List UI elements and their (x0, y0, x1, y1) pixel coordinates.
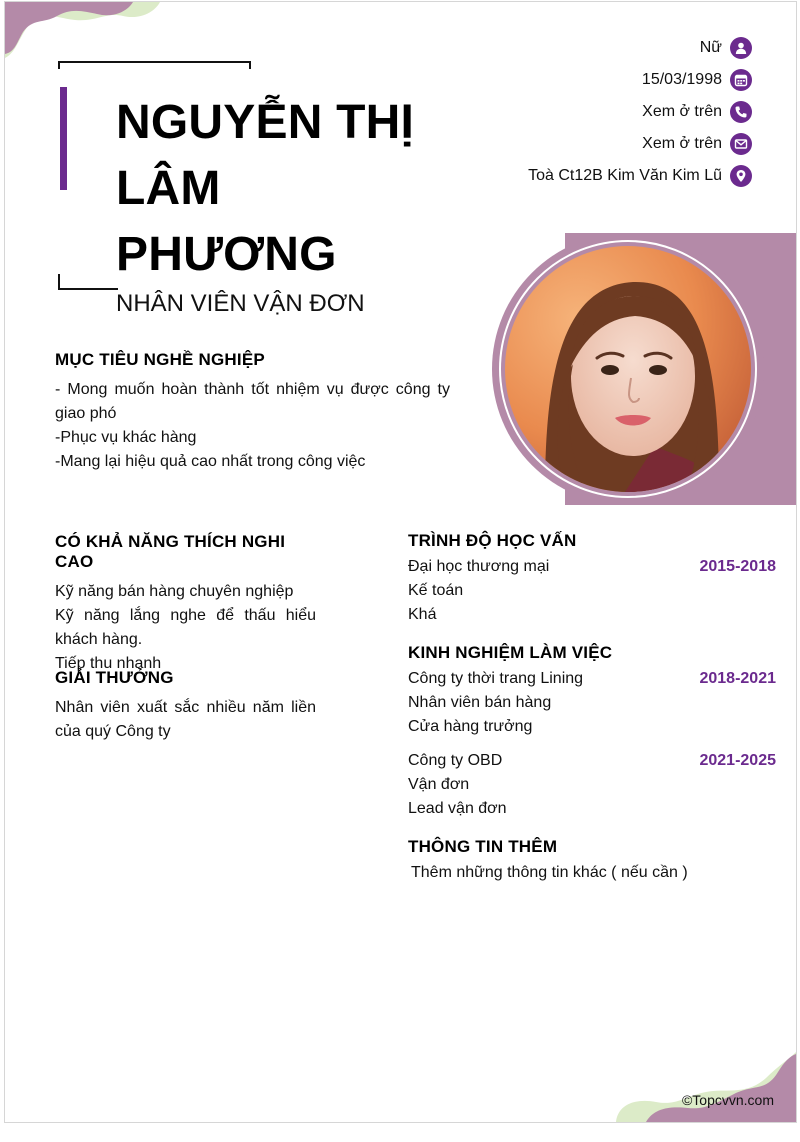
objective-line-1: - Mong muốn hoàn thành tốt nhiệm vụ được công ty giao phó (55, 381, 450, 422)
mail-icon (730, 133, 752, 155)
contact-address-text: Toà Ct12B Kim Văn Kim Lũ (528, 167, 722, 184)
decor-blob-bottom-right (606, 1052, 796, 1122)
section-skills (55, 532, 316, 676)
experience-job-2-years: 2021-2025 (699, 752, 776, 769)
section-experience (408, 643, 776, 821)
contact-dob-text: 15/03/1998 (641, 71, 722, 88)
experience-job-2-company: Công ty OBD (408, 752, 503, 769)
education-school: Đại học thương mại (408, 558, 550, 575)
name-accent-bar (60, 87, 67, 190)
objective-line-2: -Phục vụ khác hàng (55, 429, 197, 446)
experience-job-2-line-2: Lead vận đơn (408, 800, 507, 817)
education-grade: Khá (408, 606, 437, 623)
awards-text: Nhân viên xuất sắc nhiều năm liền của quý Công ty (55, 699, 316, 740)
education-major: Kế toán (408, 582, 464, 599)
contact-email-text: Xem ở trên (642, 135, 722, 152)
extra-title: THÔNG TIN THÊM (408, 837, 558, 856)
extra-text: Thêm những thông tin khác ( nếu cần ) (411, 864, 688, 881)
education-row (408, 555, 776, 579)
calendar-icon (730, 69, 752, 91)
footer-credit: ©Topcvvn.com (681, 1092, 774, 1108)
contact-address (528, 160, 752, 192)
experience-job-1 (408, 667, 776, 691)
contact-phone (528, 96, 752, 128)
avatar (505, 246, 751, 492)
objective-title: MỤC TIÊU NGHỀ NGHIỆP (55, 350, 265, 369)
skills-line-3: Tiếp thu nhanh (55, 655, 162, 672)
objective-line-3: -Mang lại hiệu quả cao nhất trong công việc (55, 453, 366, 470)
name-frame-top (58, 61, 251, 69)
contact-gender-text: Nữ (699, 39, 722, 56)
section-education (408, 531, 776, 627)
education-title: TRÌNH ĐỘ HỌC VẤN (408, 531, 577, 550)
skills-title: CÓ KHẢ NĂNG THÍCH NGHI CAO (55, 532, 286, 571)
experience-title: KINH NGHIỆM LÀM VIỆC (408, 643, 613, 662)
contact-phone-text: Xem ở trên (642, 103, 722, 120)
experience-job-1-line-1: Nhân viên bán hàng (408, 694, 552, 711)
skills-line-2: Kỹ năng lắng nghe để thấu hiểu khách hàng. (55, 607, 316, 648)
job-title: NHÂN VIÊN VẬN ĐƠN (116, 290, 365, 317)
cv-page (4, 1, 797, 1123)
awards-title: GIẢI THƯỞNG (55, 668, 174, 687)
experience-job-2-line-1: Vận đơn (408, 776, 470, 793)
contact-list (528, 32, 752, 192)
contact-dob (528, 64, 752, 96)
skills-line-1: Kỹ năng bán hàng chuyên nghiệp (55, 583, 294, 600)
contact-email (528, 128, 752, 160)
experience-job-1-years: 2018-2021 (699, 670, 776, 687)
experience-job-1-line-2: Cửa hàng trưởng (408, 718, 533, 735)
candidate-name: NGUYỄN THỊ LÂM PHƯƠNG (116, 96, 415, 281)
user-icon (730, 37, 752, 59)
decor-blob-top-left (5, 2, 165, 62)
section-awards (55, 668, 316, 744)
contact-gender (528, 32, 752, 64)
section-objective (55, 350, 450, 474)
education-years: 2015-2018 (699, 558, 776, 575)
experience-job-1-company: Công ty thời trang Lining (408, 670, 584, 687)
experience-job-2 (408, 749, 776, 773)
section-extra (408, 837, 776, 885)
phone-icon (730, 101, 752, 123)
name-frame-bottom (58, 274, 118, 290)
location-icon (730, 165, 752, 187)
